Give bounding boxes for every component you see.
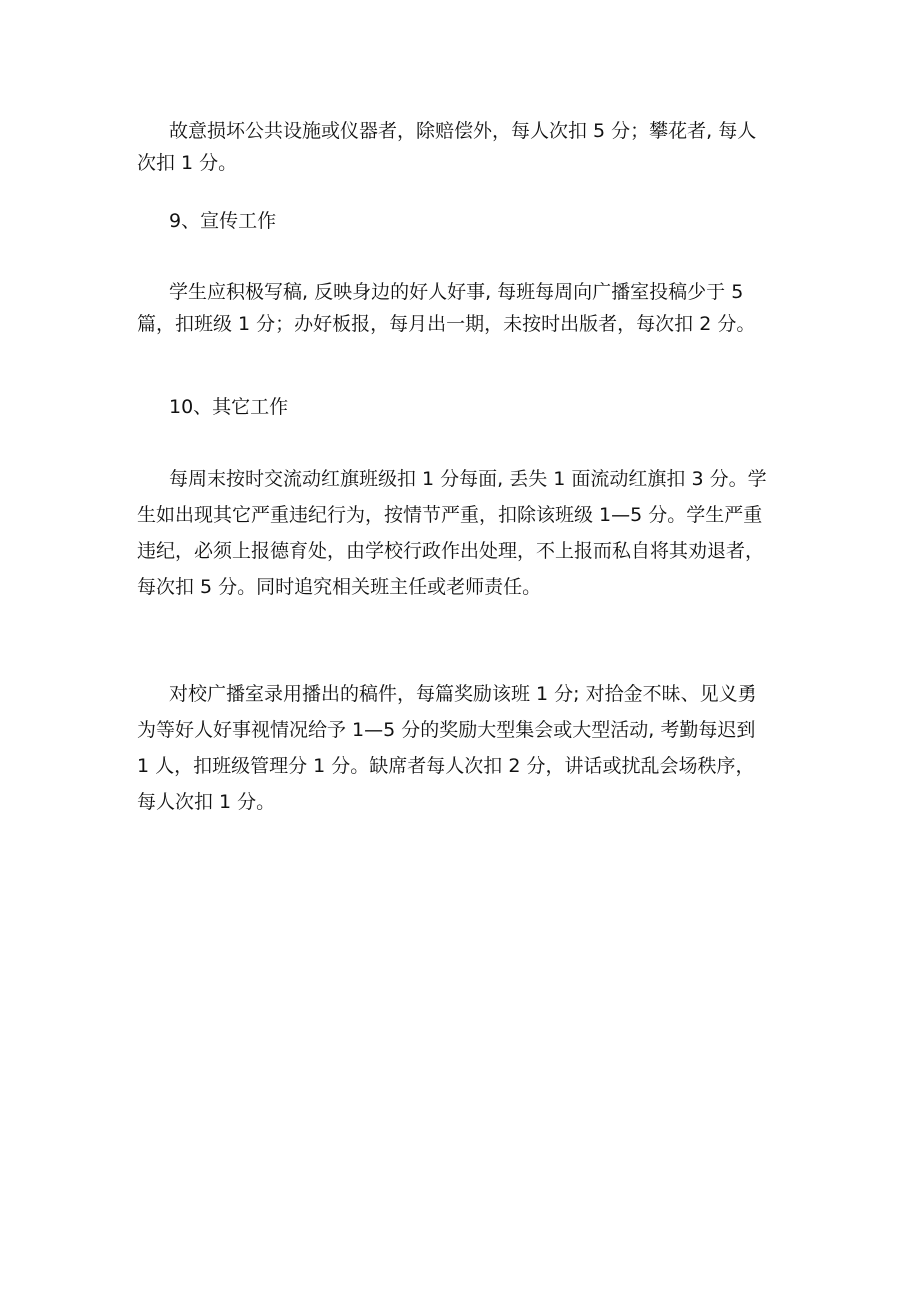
paragraph-line: 对校广播室录用播出的稿件，每篇奖励该班 1 分; 对拾金不昧、见义勇: [169, 683, 757, 705]
paragraph-line: 每次扣 5 分。同时追究相关班主任或老师责任。: [137, 576, 542, 598]
section-heading-10: [137, 391, 797, 423]
section-heading-text: 9、宣传工作: [169, 210, 277, 232]
paragraph-publicity: [137, 276, 797, 340]
paragraph-line: 次扣 1 分。: [137, 152, 238, 174]
paragraph-line: 每周末按时交流动红旗班级扣 1 分每面, 丢失 1 面流动红旗扣 3 分。学: [169, 468, 767, 490]
paragraph-line: 篇，扣班级 1 分；办好板报，每月出一期，未按时出版者，每次扣 2 分。: [137, 313, 756, 335]
section-heading-9: [137, 205, 797, 237]
paragraph-line: 为等好人好事视情况给予 1—5 分的奖励大型集会或大型活动, 考勤每迟到: [137, 719, 756, 741]
paragraph-line: 每人次扣 1 分。: [137, 791, 276, 813]
paragraph-other: [137, 461, 797, 605]
paragraph-reward: [137, 676, 797, 820]
paragraph-line: 学生应积极写稿, 反映身边的好人好事, 每班每周向广播室投稿少于 5: [169, 281, 744, 303]
paragraph-line: 违纪，必须上报德育处，由学校行政作出处理，不上报而私自将其劝退者，: [137, 540, 765, 562]
paragraph-line: 故意损坏公共设施或仪器者，除赔偿外，每人次扣 5 分；攀花者, 每人: [169, 120, 757, 142]
paragraph-damage: [137, 115, 797, 179]
section-heading-text: 10、其它工作: [169, 396, 289, 418]
paragraph-line: 生如出现其它严重违纪行为，按情节严重，扣除该班级 1—5 分。学生严重: [137, 504, 763, 526]
paragraph-line: 1 人，扣班级管理分 1 分。缺席者每人次扣 2 分，讲话或扰乱会场秩序，: [137, 755, 755, 777]
